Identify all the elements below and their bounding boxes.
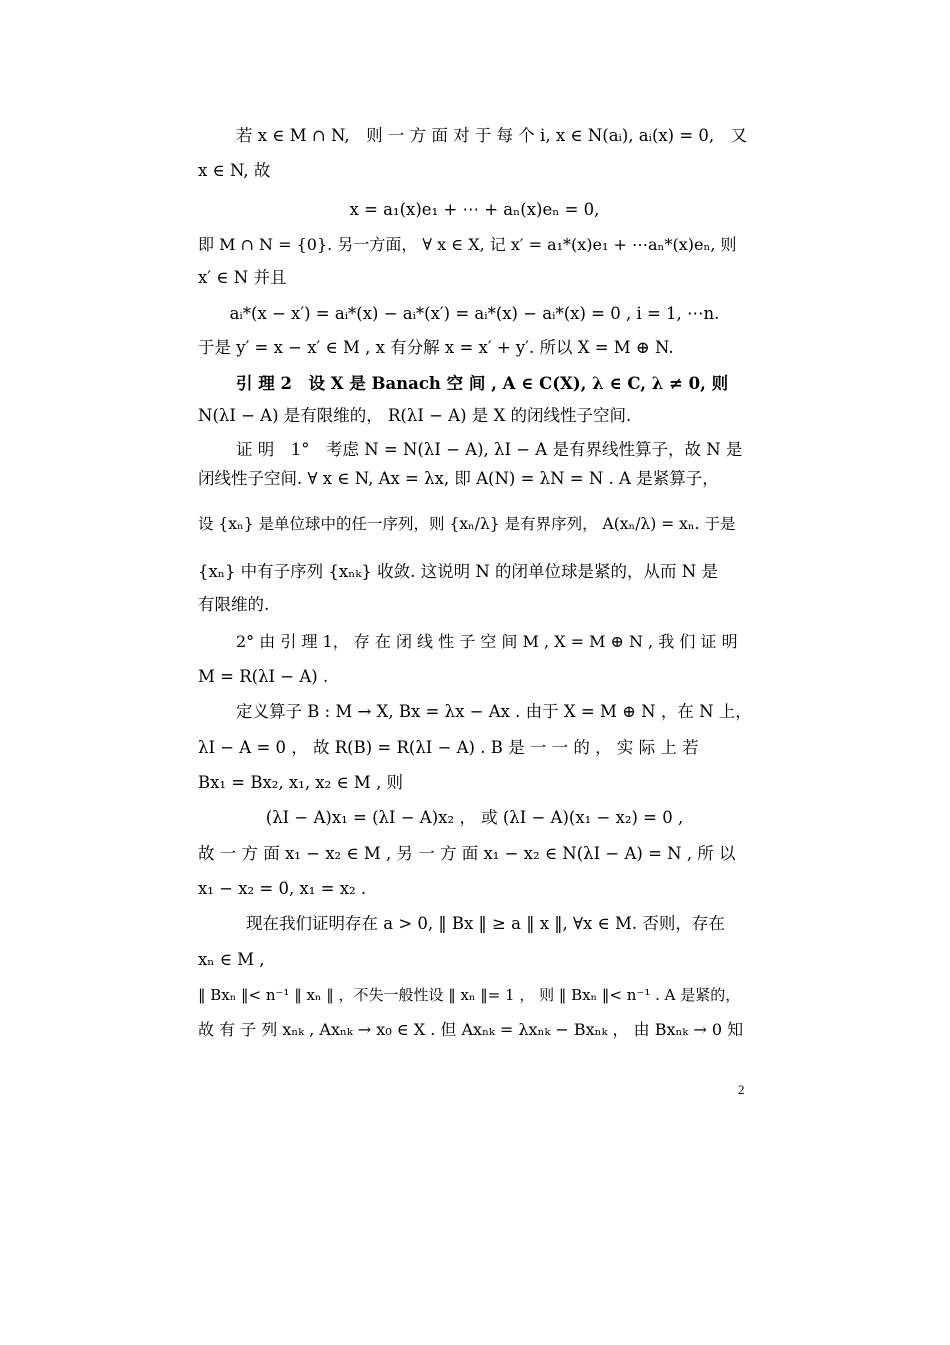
proof-heading: 证 明 1° 考虑 N = N(λI − A), λI − A 是有界线性算子，故 N 是 bbox=[236, 440, 743, 459]
line-10: 有限维的. bbox=[198, 595, 270, 614]
line-4: x′ ∈ N 并且 bbox=[198, 268, 287, 287]
line-13: 定义算子 B : M → X, Bx = λx − Ax . 由于 X = M ⊕ N ，在 N 上， bbox=[236, 702, 752, 721]
equation-1: x = a₁(x)e₁ + ⋯ + aₙ(x)eₙ = 0, bbox=[349, 200, 600, 219]
line-18: 现在我们证明存在 a > 0, ‖ Bx ‖ ≥ a ‖ x ‖, ∀x ∈ M. 否则，存在 bbox=[246, 914, 725, 933]
equation-2: aᵢ*(x − x′) = aᵢ*(x) − aᵢ*(x′) = aᵢ*(x) − aᵢ*(x) = 0 , i = 1, ⋯n. bbox=[229, 304, 720, 323]
line-5: 于是 y′ = x − x′ ∈ M , x 有分解 x = x′ + y′. 所以 X = M ⊕ N. bbox=[198, 338, 674, 357]
equation-3: (λI − A)x₁ = (λI − A)x₂ ， 或 (λI − A)(x₁ − x₂) = 0 , bbox=[265, 808, 684, 827]
page-number: 2 bbox=[738, 1082, 745, 1097]
line-15: Bx₁ = Bx₂, x₁, x₂ ∈ M , 则 bbox=[198, 773, 404, 792]
line-6: N(λI − A) 是有限维的， R(λI − A) 是 X 的闭线性子空间. bbox=[198, 406, 632, 425]
line-1: 若 x ∈ M ∩ N, 则 一 方 面 对 于 每 个 i, x ∈ N(aᵢ), aᵢ(x) = 0, 又 bbox=[236, 126, 748, 145]
line-12: M = R(λI − A) . bbox=[198, 667, 329, 686]
line-2: x ∈ N, 故 bbox=[198, 161, 271, 180]
line-11: 2° 由 引 理 1， 存 在 闭 线 性 子 空 间 M , X = M ⊕ N , 我 们 证 明 bbox=[236, 632, 738, 651]
line-7: 闭线性子空间. ∀ x ∈ N, Ax = λx, 即 A(N) = λN = N . A 是紧算子， bbox=[198, 469, 719, 488]
line-8: 设 {xₙ} 是单位球中的任一序列，则 {xₙ/λ} 是有界序列， A(xₙ/λ) = xₙ. 于是 bbox=[198, 515, 736, 533]
line-17: x₁ − x₂ = 0, x₁ = x₂ . bbox=[198, 879, 367, 898]
line-19: xₙ ∈ M , bbox=[198, 950, 265, 969]
line-9: {xₙ} 中有子序列 {xₙₖ} 收敛. 这说明 N 的闭单位球是紧的，从而 N 是 bbox=[198, 562, 718, 581]
line-3: 即 M ∩ N = {0}. 另一方面， ∀ x ∈ X, 记 x′ = a₁*(x)e₁ + ⋯aₙ*(x)eₙ, 则 bbox=[198, 235, 737, 254]
line-21: 故 有 子 列 xₙₖ , Axₙₖ → x₀ ∈ X . 但 Axₙₖ = λxₙₖ − Bxₙₖ ， 由 Bxₙₖ → 0 知 bbox=[198, 1020, 744, 1039]
line-16: 故 一 方 面 x₁ − x₂ ∈ M , 另 一 方 面 x₁ − x₂ ∈ N(λI − A) = N , 所 以 bbox=[198, 844, 736, 863]
line-20: ‖ Bxₙ ‖< n⁻¹ ‖ xₙ ‖ ，不失一般性设 ‖ xₙ ‖= 1 ， 则 ‖ Bxₙ ‖< n⁻¹ . A 是紧的， bbox=[198, 986, 741, 1004]
line-14: λI − A = 0 ， 故 R(B) = R(λI − A) . B 是 一 一 的 ， 实 际 上 若 bbox=[198, 738, 699, 757]
lemma-2-heading: 引 理 2 设 X 是 Banach 空 间 , A ∈ C(X), λ ∈ C, λ ≠ 0, 则 bbox=[236, 374, 729, 393]
